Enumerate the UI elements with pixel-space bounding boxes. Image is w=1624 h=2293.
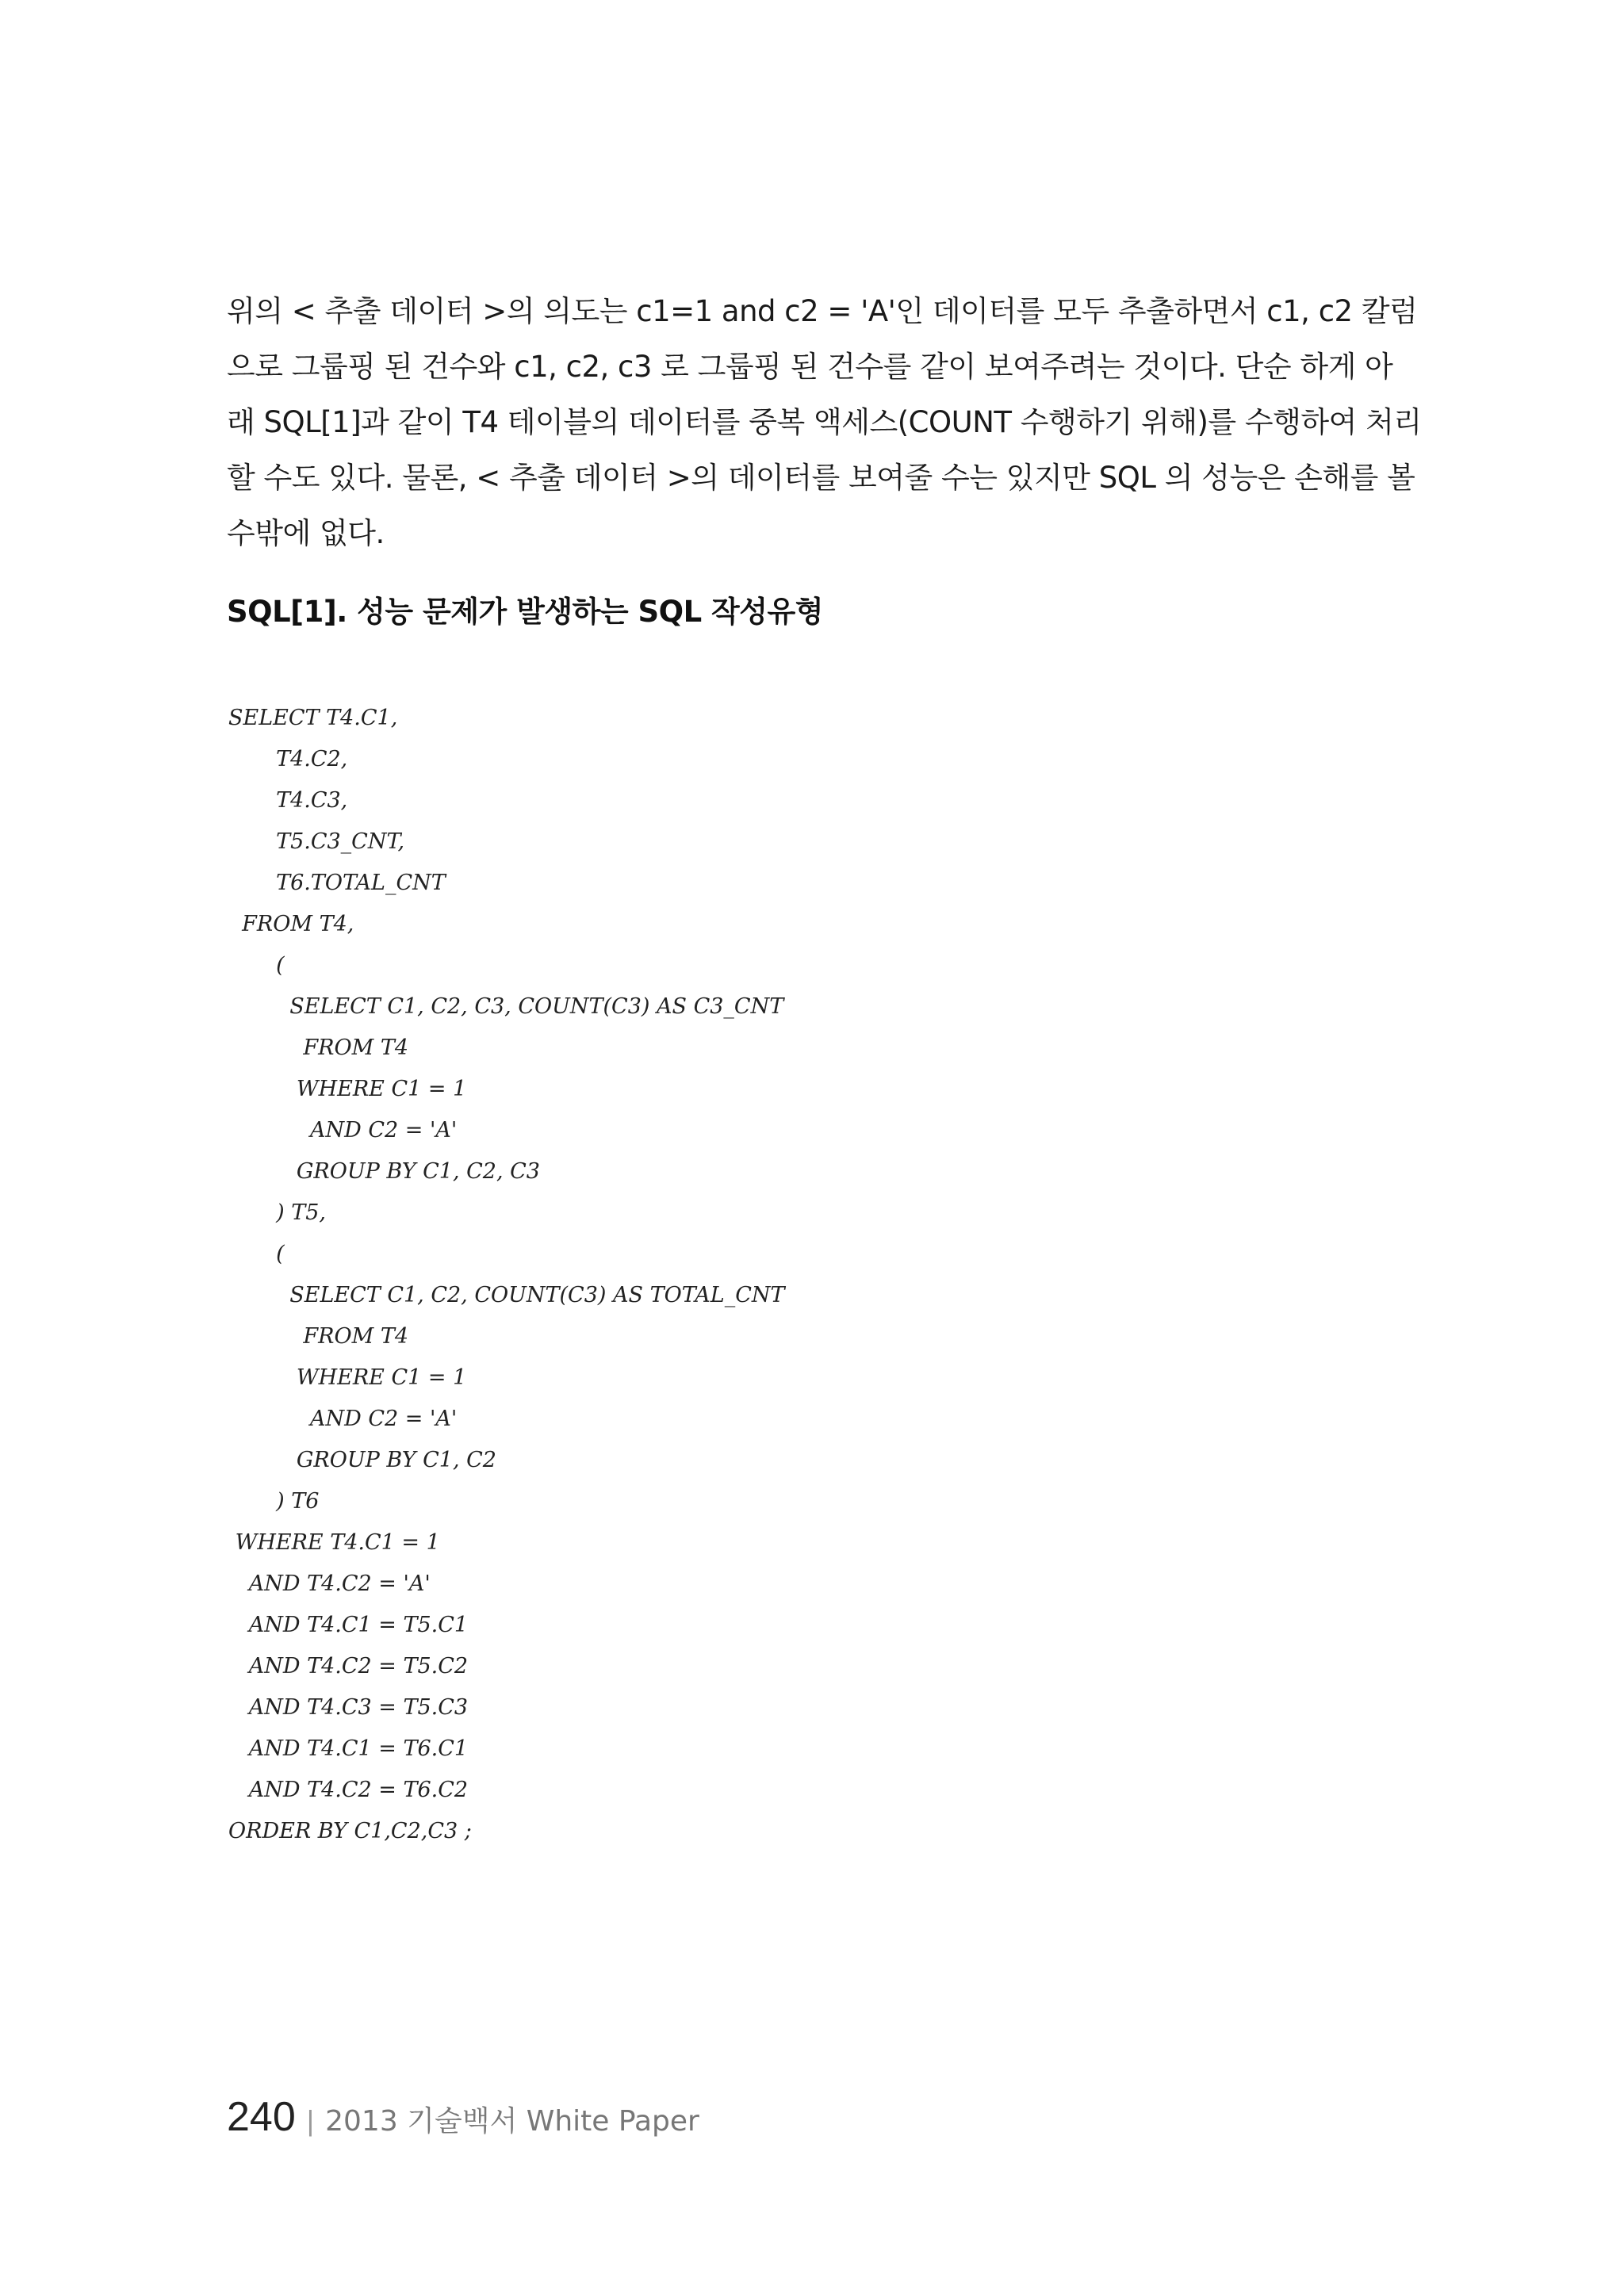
code-line: T4.C2, <box>228 747 348 771</box>
code-line: AND T4.C2 = T5.C2 <box>228 1654 469 1679</box>
paragraph-line: 수밖에 없다. <box>227 516 385 550</box>
section-heading: SQL[1]. 성능 문제가 발생하는 SQL 작성유형 <box>227 595 824 629</box>
page-footer <box>227 2093 699 2141</box>
code-line: GROUP BY C1, C2 <box>228 1448 496 1472</box>
paragraph-line: 래 SQL[1]과 같이 T4 테이블의 데이터를 중복 액세스(COUNT 수행하기 위해)를 수행하여 처리 <box>227 405 1422 439</box>
code-line: WHERE C1 = 1 <box>228 1365 467 1390</box>
code-line: FROM T4 <box>228 1324 409 1349</box>
body-paragraph <box>227 284 1422 561</box>
footer-separator: | <box>306 2104 315 2137</box>
paragraph-line: 위의 < 추출 데이터 >의 의도는 c1=1 and c2 = 'A'인 데이터를 모두 추출하면서 c1, c2 칼럼 <box>227 294 1418 328</box>
code-line: T5.C3_CNT, <box>228 829 405 854</box>
code-line: WHERE T4.C1 = 1 <box>228 1530 440 1555</box>
code-line: T6.TOTAL_CNT <box>228 871 446 895</box>
code-line: SELECT C1, C2, COUNT(C3) AS TOTAL_CNT <box>228 1283 785 1307</box>
paragraph-line: 으로 그룹핑 된 건수와 c1, c2, c3 로 그룹핑 된 건수를 같이 보여주려는 것이다. 단순 하게 아 <box>227 350 1393 384</box>
code-line: AND T4.C3 = T5.C3 <box>228 1695 469 1720</box>
code-line: AND T4.C1 = T6.C1 <box>228 1736 469 1761</box>
sql-code-block <box>228 698 785 1852</box>
code-line: AND T4.C2 = 'A' <box>228 1571 431 1596</box>
code-line: ) T6 <box>228 1489 320 1514</box>
code-line: AND C2 = 'A' <box>228 1118 458 1143</box>
code-line: ORDER BY C1,C2,C3 ; <box>228 1819 472 1843</box>
code-line: AND T4.C2 = T6.C2 <box>228 1778 469 1802</box>
paragraph-line: 할 수도 있다. 물론, < 추출 데이터 >의 데이터를 보여줄 수는 있지만 SQL 의 성능은 손해를 볼 <box>227 461 1415 495</box>
code-line: SELECT C1, C2, C3, COUNT(C3) AS C3_CNT <box>228 994 784 1019</box>
code-line: T4.C3, <box>228 788 348 813</box>
code-line: FROM T4, <box>228 912 354 936</box>
code-line: AND C2 = 'A' <box>228 1407 458 1431</box>
code-line: WHERE C1 = 1 <box>228 1077 467 1101</box>
code-line: ( <box>228 1242 285 1266</box>
code-line: FROM T4 <box>228 1035 409 1060</box>
book-title: 2013 기술백서 White Paper <box>325 2105 699 2138</box>
code-line: GROUP BY C1, C2, C3 <box>228 1159 540 1184</box>
page-number: 240 <box>227 2094 296 2140</box>
code-line: ) T5, <box>228 1200 326 1225</box>
code-line: SELECT T4.C1, <box>228 706 398 730</box>
code-line: AND T4.C1 = T5.C1 <box>228 1613 469 1637</box>
code-line: ( <box>228 953 285 978</box>
